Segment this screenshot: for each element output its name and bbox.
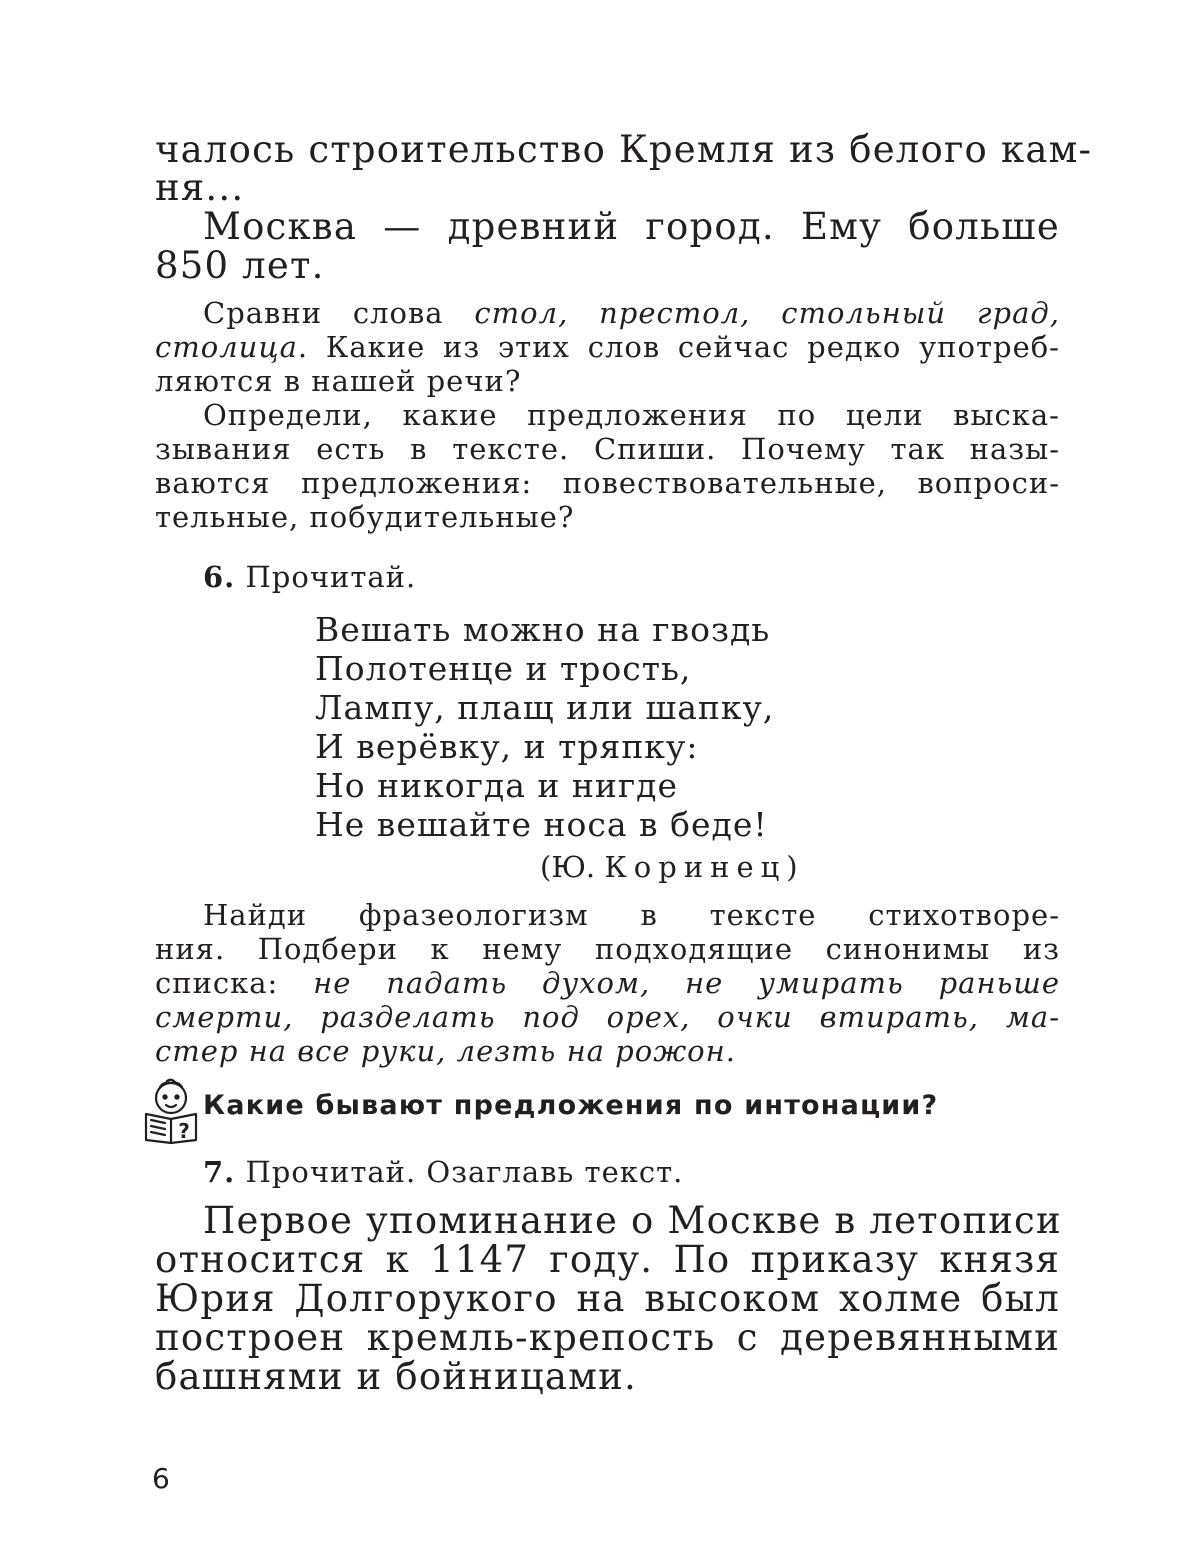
task-line xyxy=(155,1034,1060,1068)
exercise-instruction: Прочитай. Озаглавь текст. xyxy=(245,1155,684,1189)
task-line: тельные, побудительные? xyxy=(155,500,575,534)
task-italic: стол, престол, стольный град, xyxy=(474,296,1060,330)
task-line: ния. Подбери к нему подходящие синонимы из xyxy=(155,932,1060,966)
text-line: ня... xyxy=(155,166,245,209)
task-line: ваются предложения: повествовательные, вопроси- xyxy=(155,466,1060,500)
task-italic: столица xyxy=(155,330,298,364)
verse-line: Вешать можно на гвоздь xyxy=(315,610,771,649)
task-italic: стер на все руки, лезть на рожон. xyxy=(155,1034,736,1068)
verse-line: И верёвку, и тряпку: xyxy=(315,727,699,766)
section-heading: Какие бывают предложения по интонации? xyxy=(203,1090,939,1121)
exercise-number: 7. xyxy=(203,1155,236,1189)
author-open: (Ю. xyxy=(540,850,605,884)
exercise-instruction: Прочитай. xyxy=(245,560,417,594)
task-line xyxy=(155,330,1060,364)
task-text: Сравни слова xyxy=(203,296,475,330)
verse-line: Но никогда и нигде xyxy=(315,766,679,805)
author-name: Коринец xyxy=(604,850,787,884)
task-line xyxy=(203,296,1060,330)
text-line: построен кремль-крепость с деревянными xyxy=(155,1316,1060,1359)
verse-line: Полотенце и трость, xyxy=(315,649,692,688)
exercise-number: 6. xyxy=(203,560,236,594)
exercise-header xyxy=(203,560,1060,594)
text-line: башнями и бойницами. xyxy=(155,1355,637,1398)
task-line xyxy=(155,966,1060,1000)
author-close: ) xyxy=(786,850,798,884)
child-reading-question-icon xyxy=(140,1078,202,1144)
text-line: чалось строительство Кремля из белого кам- xyxy=(155,128,1093,171)
verse-author xyxy=(540,850,798,884)
task-line: Определи, какие предложения по цели выска- xyxy=(203,398,1060,432)
task-italic: не падать духом, не умирать раньше xyxy=(313,966,1060,1000)
task-line: Найди фразеологизм в тексте стихотворе- xyxy=(203,898,1060,932)
task-text: списка: xyxy=(155,966,314,1000)
exercise-header xyxy=(203,1155,1060,1189)
task-italic: смерти, разделать под орех, очки втирать, ма- xyxy=(155,1000,1060,1034)
task-line: зывания есть в тексте. Спиши. Почему так назы- xyxy=(155,432,1060,466)
text-line: Москва — древний город. Ему больше xyxy=(203,205,1060,248)
text-line: 850 лет. xyxy=(155,244,325,287)
task-line: ляются в нашей речи? xyxy=(155,364,522,398)
text-line: Первое упоминание о Москве в летописи xyxy=(203,1199,1062,1242)
verse-line: Не вешайте носа в беде! xyxy=(315,805,768,844)
page-number: 6 xyxy=(152,1462,170,1495)
text-line: относится к 1147 году. По приказу князя xyxy=(155,1238,1060,1281)
svg-text:?: ? xyxy=(178,1119,190,1143)
text-line: Юрия Долгорукого на высоком холме был xyxy=(155,1277,1060,1320)
verse-line: Лампу, плащ или шапку, xyxy=(315,688,775,727)
task-text: . Какие из этих слов сейчас редко употреб- xyxy=(297,330,1060,364)
task-line xyxy=(155,1000,1060,1034)
